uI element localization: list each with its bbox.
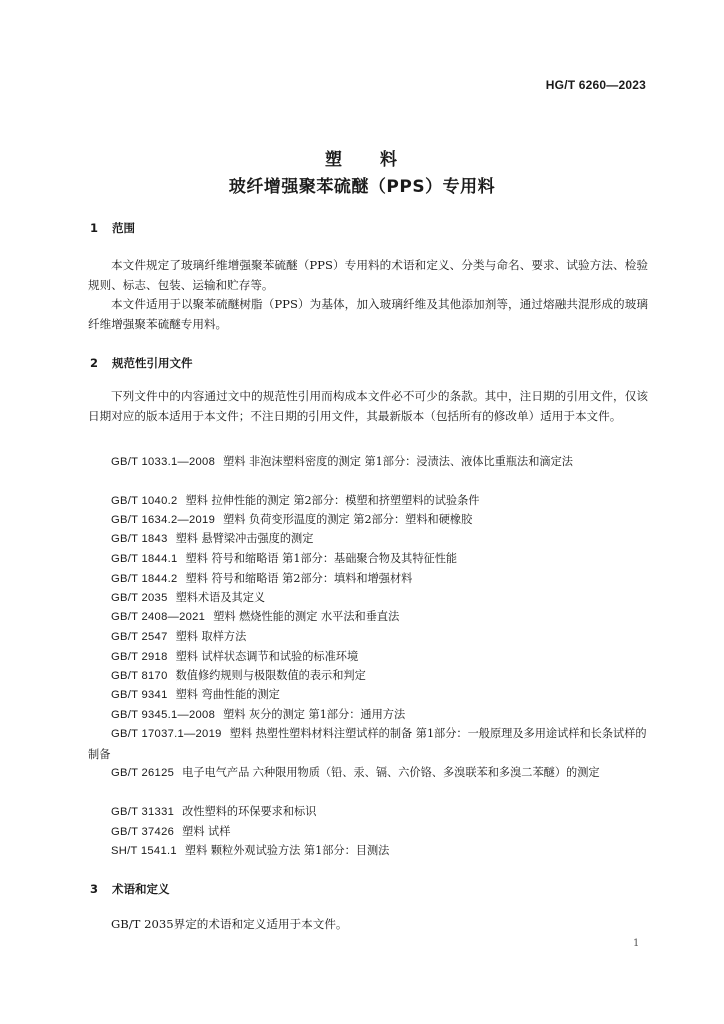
reference-code: GB/T 9341 xyxy=(111,689,168,701)
section-title: 规范性引用文件 xyxy=(112,356,193,370)
reference-item xyxy=(88,588,648,609)
terms-paragraph: GB/T 2035界定的术语和定义适用于本文件。 xyxy=(111,917,348,931)
reference-title: 改性塑料的环保要求和标识 xyxy=(182,805,317,818)
page-number: 1 xyxy=(633,938,640,949)
reference-title: 数值修约规则与极限数值的表示和判定 xyxy=(175,669,366,682)
reference-title: 塑料 试样状态调节和试验的标准环境 xyxy=(175,650,359,663)
reference-item xyxy=(88,549,648,570)
reference-title: 塑料 灰分的测定 第1部分：通用方法 xyxy=(223,708,406,721)
reference-item xyxy=(88,452,648,473)
reference-title: 塑料 试样 xyxy=(182,825,231,838)
reference-title: 塑料 燃烧性能的测定 水平法和垂直法 xyxy=(213,610,400,623)
reference-code: GB/T 31331 xyxy=(111,806,175,818)
section-heading-terms-definitions xyxy=(90,881,170,897)
reference-code: SH/T 1541.1 xyxy=(111,845,177,857)
reference-code: GB/T 1634.2—2019 xyxy=(111,514,216,526)
reference-item xyxy=(88,802,648,823)
reference-item xyxy=(88,841,648,862)
reference-title: 塑料 非泡沫塑料密度的测定 第1部分：浸渍法、液体比重瓶法和滴定法 xyxy=(223,455,573,468)
reference-title: 塑料 符号和缩略语 第2部分：填料和增强材料 xyxy=(185,572,413,585)
reference-item xyxy=(88,491,648,512)
reference-item xyxy=(88,705,648,726)
reference-item xyxy=(88,627,648,648)
reference-code: GB/T 8170 xyxy=(111,670,168,682)
reference-item xyxy=(88,647,648,668)
reference-item xyxy=(88,510,648,531)
reference-code: GB/T 2918 xyxy=(111,651,168,663)
reference-title: 塑料 拉伸性能的测定 第2部分：模塑和挤塑塑料的试验条件 xyxy=(185,494,480,507)
reference-title: 电子电气产品 六种限用物质（铅、汞、镉、六价铬、多溴联苯和多溴二苯醚）的测定 xyxy=(182,766,600,779)
reference-title: 塑料 悬臂梁冲击强度的测定 xyxy=(175,532,314,545)
scope-paragraph-1: 本文件规定了玻璃纤维增强聚苯硫醚（PPS）专用料的术语和定义、分类与命名、要求、试验方法、检验规则、标志、包装、运输和贮存等。 xyxy=(88,258,648,292)
section-number: 2 xyxy=(90,356,99,370)
reference-code: GB/T 1033.1—2008 xyxy=(111,456,216,468)
section-heading-scope xyxy=(90,220,135,236)
scope-paragraph-2: 本文件适用于以聚苯硫醚树脂（PPS）为基体，加入玻璃纤维及其他添加剂等，通过熔融共混形成的玻璃纤维增强聚苯硫醚专用料。 xyxy=(88,297,648,331)
reference-code: GB/T 2408—2021 xyxy=(111,611,206,623)
reference-item xyxy=(88,822,648,843)
section-heading-normative-references xyxy=(90,355,193,371)
section-title: 范围 xyxy=(112,221,135,235)
reference-title: 塑料 热塑性塑料材料注塑试样的制备 第1部分：一般原理及多用途试样和长条试样的制备 xyxy=(88,727,647,761)
reference-title: 塑料 弯曲性能的测定 xyxy=(175,688,280,701)
normative-intro-paragraph: 下列文件中的内容通过文中的规范性引用而构成本文件必不可少的条款。其中，注日期的引用文件，仅该日期对应的版本适用于本文件；不注日期的引用文件，其最新版本（包括所有的修改单）适用于本文件。 xyxy=(88,389,648,423)
reference-item xyxy=(88,666,648,687)
reference-code: GB/T 37426 xyxy=(111,826,175,838)
reference-title: 塑料 负荷变形温度的测定 第2部分：塑料和硬橡胶 xyxy=(223,513,473,526)
reference-title: 塑料 符号和缩略语 第1部分：基础聚合物及其特征性能 xyxy=(185,552,458,565)
reference-item xyxy=(88,569,648,590)
reference-title: 塑料 颗粒外观试验方法 第1部分：目测法 xyxy=(184,844,390,857)
reference-code: GB/T 2035 xyxy=(111,592,168,604)
reference-title: 塑料 取样方法 xyxy=(175,630,247,643)
reference-item xyxy=(88,724,648,764)
reference-item xyxy=(88,685,648,706)
document-title-line2: 玻纤增强聚苯硫醚（PPS）专用料 xyxy=(228,177,496,197)
reference-code: GB/T 1844.2 xyxy=(111,573,178,585)
reference-item xyxy=(88,529,648,550)
section-number: 3 xyxy=(90,882,99,896)
reference-code: GB/T 26125 xyxy=(111,767,175,779)
section-title: 术语和定义 xyxy=(112,882,170,896)
reference-title: 塑料术语及其定义 xyxy=(175,591,266,604)
reference-code: GB/T 1843 xyxy=(111,533,168,545)
section-number: 1 xyxy=(90,221,99,235)
reference-code: GB/T 1844.1 xyxy=(111,553,178,565)
document-title-line1: 塑 料 xyxy=(325,150,399,170)
reference-code: GB/T 1040.2 xyxy=(111,495,178,507)
reference-item xyxy=(88,763,648,784)
reference-item xyxy=(88,607,648,628)
reference-code: GB/T 2547 xyxy=(111,631,168,643)
standard-number: HG/T 6260—2023 xyxy=(545,78,646,92)
reference-code: GB/T 9345.1—2008 xyxy=(111,709,216,721)
reference-code: GB/T 17037.1—2019 xyxy=(111,728,222,740)
